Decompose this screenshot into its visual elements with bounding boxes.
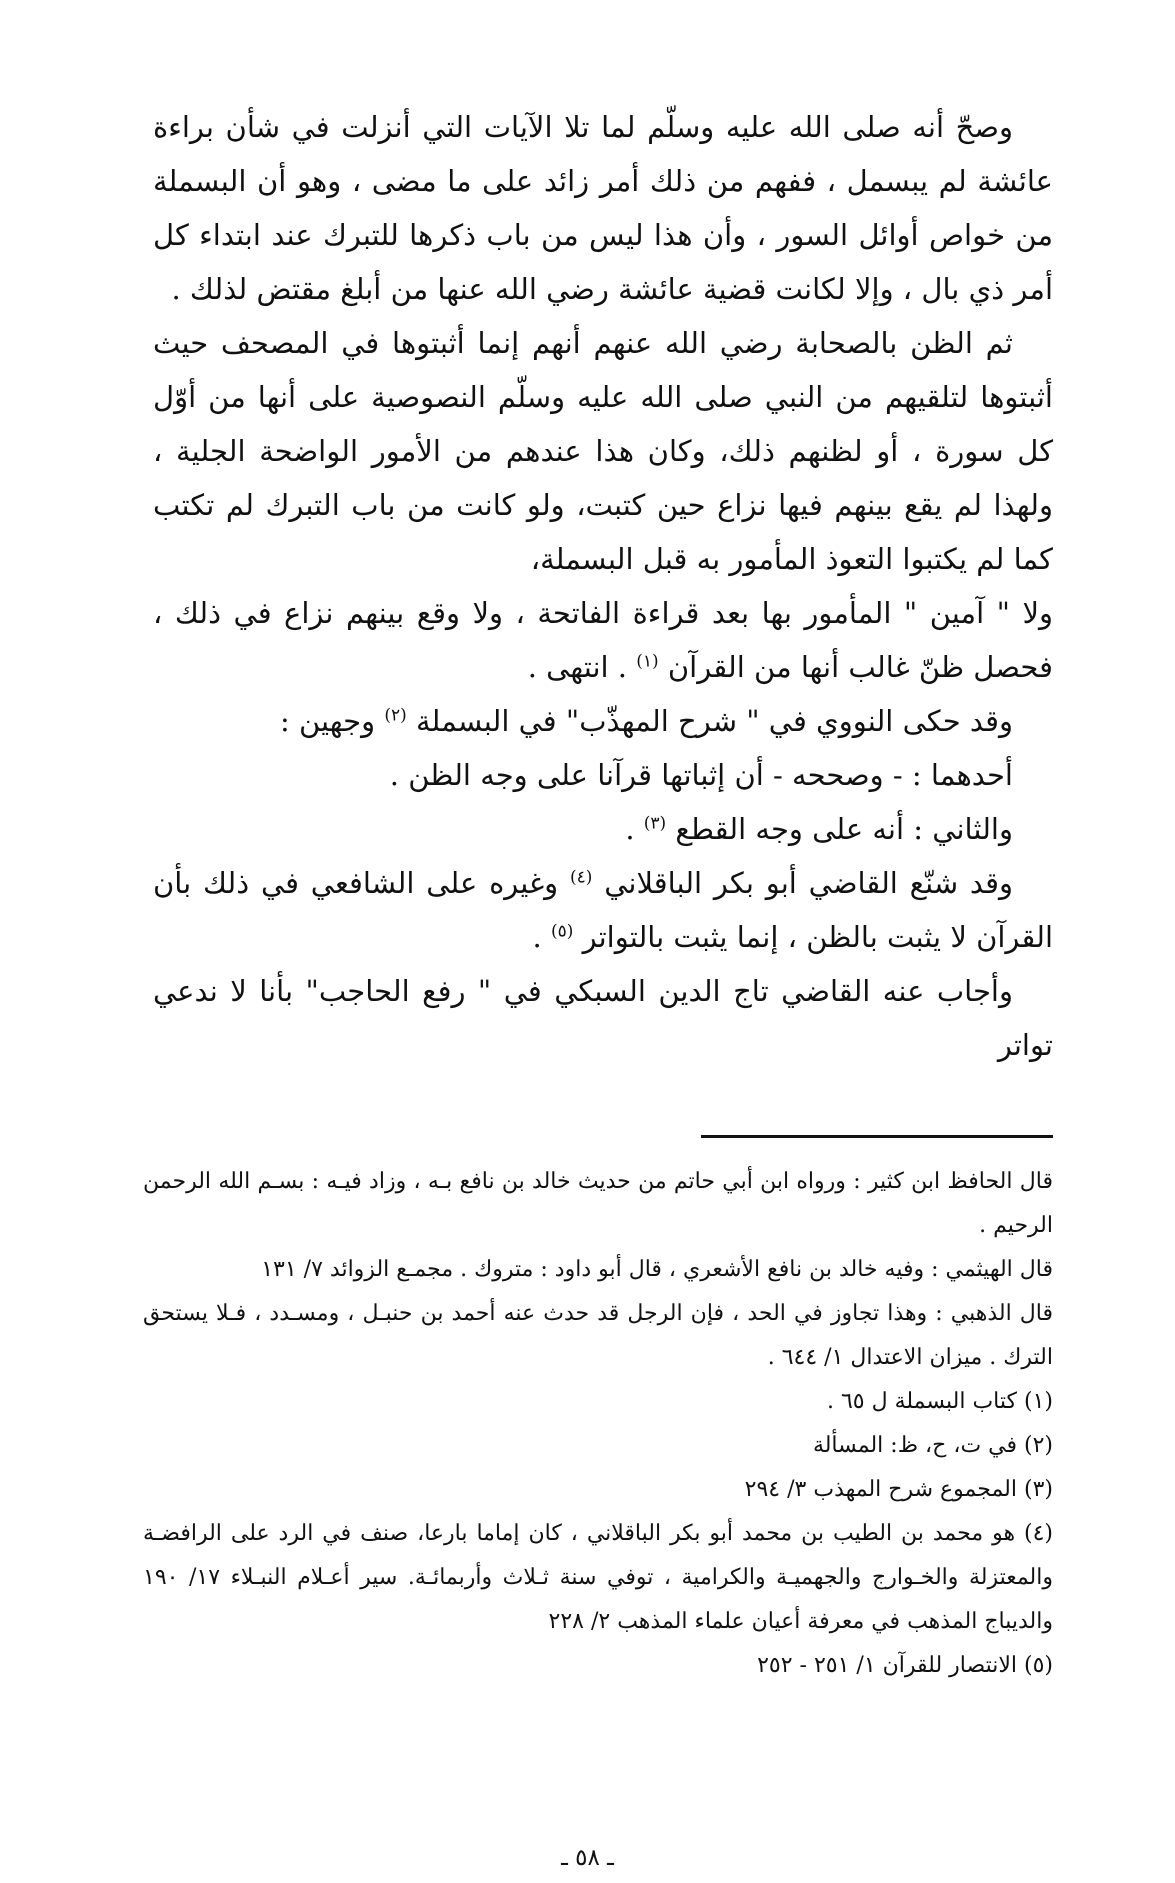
paragraph-1: وصحّ أنه صلى الله عليه وسلّم لما تلا الآيات التي أنزلت في شأن براءة عائشة لم يبسمل ، ففهم من ذلك أمر زائد على ما مضى ، وهو أن البسملة من خواص أوائل السور ، وأن هذا ليس من باب ذكرها للتبرك عند ابتداء كل أمر ذي بال ، وإلا لكانت قضية عائشة رضي الله عنها من أبلغ مقتض لذلك . [153, 110, 1053, 306]
page-number: ـ ٥٨ ـ [561, 1845, 614, 1871]
paragraph-5: أحدهما : - وصححه - أن إثباتها قرآنا على وجه الظن . [389, 758, 1013, 792]
main-text [153, 100, 1053, 1072]
footnote-ref-5: (٥) [550, 921, 574, 942]
paragraph-6-text: والثاني : أنه على وجه القطع [675, 812, 1013, 846]
paragraph-3-text: ولا " آمين " المأمور بها بعد قراءة الفاتحة ، ولا وقع بينهم نزاع في ذلك ، فحصل ظنّ غالب أنها من القرآن [153, 596, 1053, 684]
paragraph-3 [153, 586, 1053, 694]
footnote-2: (٢) في ت، ح، ظ: المسألة [812, 1433, 1053, 1458]
paragraph-4 [153, 694, 1053, 748]
paragraph-7-end: . [532, 920, 542, 954]
footnote-divider [701, 1135, 1053, 1138]
paragraph-7 [153, 856, 1053, 964]
footnote-ref-2: (٢) [384, 705, 407, 726]
footnote-1: (١) كتاب البسملة ل ٦٥ . [826, 1389, 1053, 1414]
footnotes [143, 1160, 1053, 1688]
footnote-5: (٥) الانتصار للقرآن ١/ ٢٥١ - ٢٥٢ [757, 1653, 1053, 1678]
footnote-ref-1: (١) [636, 651, 659, 672]
paragraph-6-end: . [625, 812, 635, 846]
paragraph-7-text-b: وغيره على الشافعي في ذلك بأن القرآن لا يثبت بالظن ، إنما يثبت بالتواتر [153, 866, 1053, 954]
paragraph-4-end: وجهين : [279, 704, 376, 738]
footnote-continued-b: قال الهيثمي : وفيه خالد بن نافع الأشعري ، قال أبو داود : متروك . مجمـع الزوائد ٧/ ١٣١ [261, 1257, 1053, 1282]
footnote-ref-4: (٤) [569, 867, 593, 888]
footnote-continued-c: قال الذهبي : وهذا تجاوز في الحد ، فإن الرجل قد حدث عنه أحمد بن حنبـل ، ومسـدد ، فـلا يستحق الترك . ميزان الاعتدال ١/ ٦٤٤ . [143, 1301, 1053, 1370]
footnote-continued-a: قال الحافظ ابن كثير : ورواه ابن أبي حاتم من حديث خالد بن نافع بـه ، وزاد فيـه : بسـم الله الرحمن الرحيم . [143, 1169, 1053, 1238]
paragraph-7-text-a: وقد شنّع القاضي أبو بكر الباقلاني [604, 866, 1014, 900]
paragraph-8: وأجاب عنه القاضي تاج الدين السبكي في " رفع الحاجب" بأنا لا ندعي تواتر [153, 974, 1053, 1062]
footnote-3: (٣) المجموع شرح المهذب ٣/ ٢٩٤ [744, 1477, 1053, 1502]
paragraph-3-end: . انتهى . [527, 650, 628, 684]
footnote-4: (٤) هو محمد بن الطيب بن محمد أبو بكر الباقلاني ، كان إماما بارعا، صنف في الرد على الرافضـة والمعتزلة والخـوارج والجهميـة والكرامية ، توفي سنة ثـلاث وأربمائـة. سير أعـلام النبـلاء ١٧/ ١٩٠ والديباج المذهب في معرفة أعيان علماء المذهب ٢/ ٢٢٨ [143, 1521, 1054, 1634]
paragraph-2: ثم الظن بالصحابة رضي الله عنهم أنهم إنما أثبتوها في المصحف حيث أثبتوها لتلقيهم من النبي صلى الله عليه وسلّم النصوصية على أنها من أوّل كل سورة ، أو لظنهم ذلك، وكان هذا عندهم من الأمور الواضحة الجلية ، ولهذا لم يقع بينهم فيها نزاع حين كتبت، ولو كانت من باب التبرك لم تكتب كما لم يكتبوا التعوذ المأمور به قبل البسملة، [153, 326, 1053, 576]
footnote-ref-3: (٣) [643, 813, 667, 834]
paragraph-4-text: وقد حكى النووي في " شرح المهذّب" في البسملة [415, 704, 1013, 738]
paragraph-6 [153, 802, 1053, 856]
